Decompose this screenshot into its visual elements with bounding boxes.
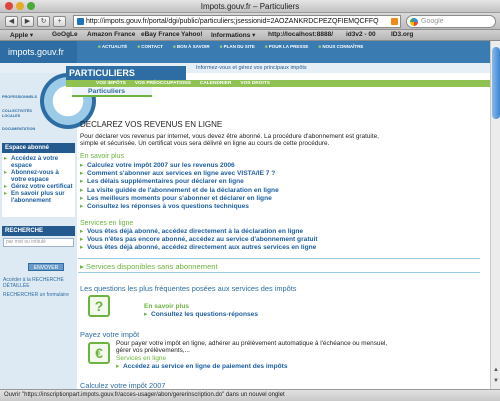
questions-title[interactable]: Les questions les plus fréquentes posées aux services des impôts: [80, 284, 297, 293]
back-button[interactable]: [5, 16, 18, 27]
savoir-link[interactable]: ▸ Comment s'abonner aux services en ligne avec VISTA/IE 7 ?: [80, 170, 279, 178]
browser-toolbar: [0, 13, 500, 30]
section-menu: [66, 80, 500, 87]
recherche-title: RECHERCHE: [2, 226, 75, 236]
espace-abonne-links: [2, 153, 75, 217]
nav-link[interactable]: ■ BON À SAVOIR: [173, 44, 210, 49]
url-input[interactable]: [73, 15, 401, 28]
section-title: PARTICULIERS: [66, 66, 186, 80]
services-en-ligne-heading: Services en ligne: [80, 220, 134, 227]
payez-links: [116, 363, 288, 371]
bookmark-item[interactable]: Informations ▾: [211, 32, 256, 39]
menu-item-vos-droits[interactable]: VOS DROITS: [240, 81, 270, 86]
nav-link[interactable]: ■ PLAN DU SITE: [220, 44, 255, 49]
bookmark-item[interactable]: ID3.org: [391, 31, 414, 38]
services-links: [80, 228, 318, 253]
window-title: Impots.gouv.fr – Particuliers: [200, 2, 300, 11]
scroll-down-icon[interactable]: ▼: [493, 378, 499, 384]
payez-text: [116, 340, 387, 355]
service-link[interactable]: ▸ Vous êtes déjà abonné, accédez directement aux autres services en ligne: [80, 244, 318, 252]
scrollbar-thumb[interactable]: [492, 47, 500, 119]
back-arrow-icon: ◀: [8, 18, 15, 25]
savoir-link[interactable]: ▸ Calculez votre impôt 2007 sur les revenus 2006: [80, 162, 279, 170]
nav-link[interactable]: ■ POUR LA PRESSE: [265, 44, 309, 49]
window-titlebar: [0, 0, 500, 13]
espace-link[interactable]: ▸ Gérez votre certificat: [4, 183, 73, 190]
payez-line: gérer vos prélèvements,...: [116, 347, 190, 355]
payez-line: Pour payer votre impôt en ligne, adhérer au prélèvement automatique à l'échéance ou mensuel,: [116, 340, 388, 347]
espace-abonne-title: Espace abonné: [2, 143, 75, 153]
breadcrumb-particuliers[interactable]: Particuliers: [72, 87, 152, 97]
plus-icon: +: [57, 18, 62, 25]
section-divider: [78, 258, 480, 259]
search-placeholder: Google: [421, 18, 444, 25]
bookmark-item[interactable]: http://localhost:8888/: [268, 31, 334, 38]
menu-item-preoccupations[interactable]: VOS PRÉOCCUPATIONS: [134, 81, 191, 86]
site-logo[interactable]: impots.gouv.fr: [0, 41, 77, 65]
site-tagline: Informez-vous et gérez vos principaux impôts: [0, 63, 500, 73]
service-link[interactable]: ▸ Vous n'êtes pas encore abonné, accédez au service d'abonnement gratuit: [80, 236, 318, 244]
euro-icon: €: [88, 342, 110, 364]
service-link[interactable]: ▸ Vous êtes déjà abonné, accédez directement à la déclaration en ligne: [80, 228, 318, 236]
new-tab-button[interactable]: [53, 16, 66, 27]
bookmark-item[interactable]: eBay France: [141, 31, 180, 38]
bookmark-item[interactable]: Apple ▾: [10, 32, 34, 39]
section-divider: [78, 272, 480, 273]
scroll-up-icon[interactable]: ▲: [493, 367, 499, 373]
intro-text: [80, 133, 379, 148]
bookmark-item[interactable]: Yahoo!: [181, 31, 203, 38]
rss-icon[interactable]: [391, 18, 398, 25]
forward-arrow-icon: ▶: [24, 18, 31, 25]
google-icon: [410, 18, 418, 26]
menu-item-calendrier[interactable]: CALENDRIER: [199, 81, 232, 86]
questions-links: [144, 311, 258, 319]
nav-link[interactable]: ■ ACTUALITÉ: [98, 44, 127, 49]
en-savoir-plus-heading: En savoir plus: [80, 153, 124, 160]
bookmarks-bar: [0, 30, 500, 41]
nav-link[interactable]: ■ CONTACT: [137, 44, 163, 49]
questions-link[interactable]: ▸ Consultez les questions-réponses: [144, 311, 258, 319]
savoir-links: [80, 162, 279, 211]
search-input[interactable]: [406, 15, 496, 28]
savoir-link[interactable]: ▸ La visite guidée de l'abonnement et de la déclaration en ligne: [80, 187, 279, 195]
recherche-input[interactable]: par mot ou intitulé: [3, 238, 74, 247]
reload-button[interactable]: [37, 16, 50, 27]
recherche-formulaire-link[interactable]: RECHERCHER un formulaire: [3, 292, 69, 298]
espace-abonne-header: [2, 143, 75, 153]
url-text: http://impots.gouv.fr/portal/dgi/public/particuliers;jsessionid=2AOZANKRDCPEZQFIEMQCFFQ: [86, 18, 379, 25]
savoir-link[interactable]: ▸ Les délais supplémentaires pour déclarer en ligne: [80, 178, 279, 186]
intro-line: simple et sécurisée. Un certificat vous sera délivré en ligne au cours de cette procédure.: [80, 140, 330, 148]
intro-line: Pour déclarer vos revenus par internet, vous devez être abonné. La procédure d'abonnement est gratuite,: [80, 133, 379, 140]
bookmark-item[interactable]: Amazon France: [87, 31, 136, 38]
questions-savoir-heading: En savoir plus: [144, 303, 190, 310]
sidebar-label-documentation[interactable]: DOCUMENTATION: [2, 127, 36, 131]
page-scrollbar[interactable]: [490, 41, 500, 389]
espace-link[interactable]: ▸ Abonnez-vous à votre espace: [4, 169, 73, 183]
espace-link[interactable]: ▸ En savoir plus sur l'abonnement: [4, 190, 73, 204]
green-bullet-icon: ▸: [80, 262, 86, 271]
payez-link[interactable]: ▸ Accédez au service en ligne de paiement des impôts: [116, 363, 288, 371]
sans-abonnement-text: Services disponibles sans abonnement: [85, 262, 218, 271]
payez-services-heading: Services en ligne: [116, 355, 167, 362]
recherche-detaillee-link[interactable]: Accéder à la RECHERCHE DÉTAILLÉE: [3, 277, 64, 289]
question-mark-icon: ?: [88, 295, 110, 317]
page-title: DECLAREZ VOS REVENUS EN LIGNE: [80, 120, 223, 129]
bookmark-item[interactable]: GoOgLe: [52, 31, 78, 38]
sidebar-label-collectivites[interactable]: COLLECTIVITÉS LOCALES: [2, 109, 32, 118]
status-bar: Ouvrir "https://inscriptionpart.impots.gouv.fr/acces-usager/abon/gererinscription.do" dans un nouvel onglet: [0, 389, 500, 401]
sans-abonnement-heading: [80, 262, 218, 271]
site-favicon-icon: [77, 18, 84, 25]
nav-link[interactable]: ■ NOUS CONNAÎTRE: [318, 44, 363, 49]
savoir-link[interactable]: ▸ Consultez les réponses à vos questions techniques: [80, 203, 279, 211]
site-nav: [98, 41, 363, 51]
recherche-header: [2, 226, 75, 236]
payez-title[interactable]: Payez votre impôt: [80, 330, 140, 339]
espace-link[interactable]: ▸ Accédez à votre espace: [4, 155, 73, 169]
menu-item-vos-impots[interactable]: VOS IMPÔTS: [96, 81, 126, 86]
envoyer-button[interactable]: ENVOYER: [28, 263, 64, 271]
main-content: [78, 98, 480, 389]
savoir-link[interactable]: ▸ Les meilleurs moments pour s'abonner et déclarer en ligne: [80, 195, 279, 203]
bookmark-item[interactable]: id3v2 - 00: [346, 31, 376, 38]
forward-button[interactable]: [21, 16, 34, 27]
calculez-title[interactable]: Calculez votre impôt 2007: [80, 381, 166, 389]
sidebar-label-professionnels[interactable]: PROFESSIONNELS: [2, 95, 38, 99]
reload-icon: ↻: [40, 18, 47, 25]
